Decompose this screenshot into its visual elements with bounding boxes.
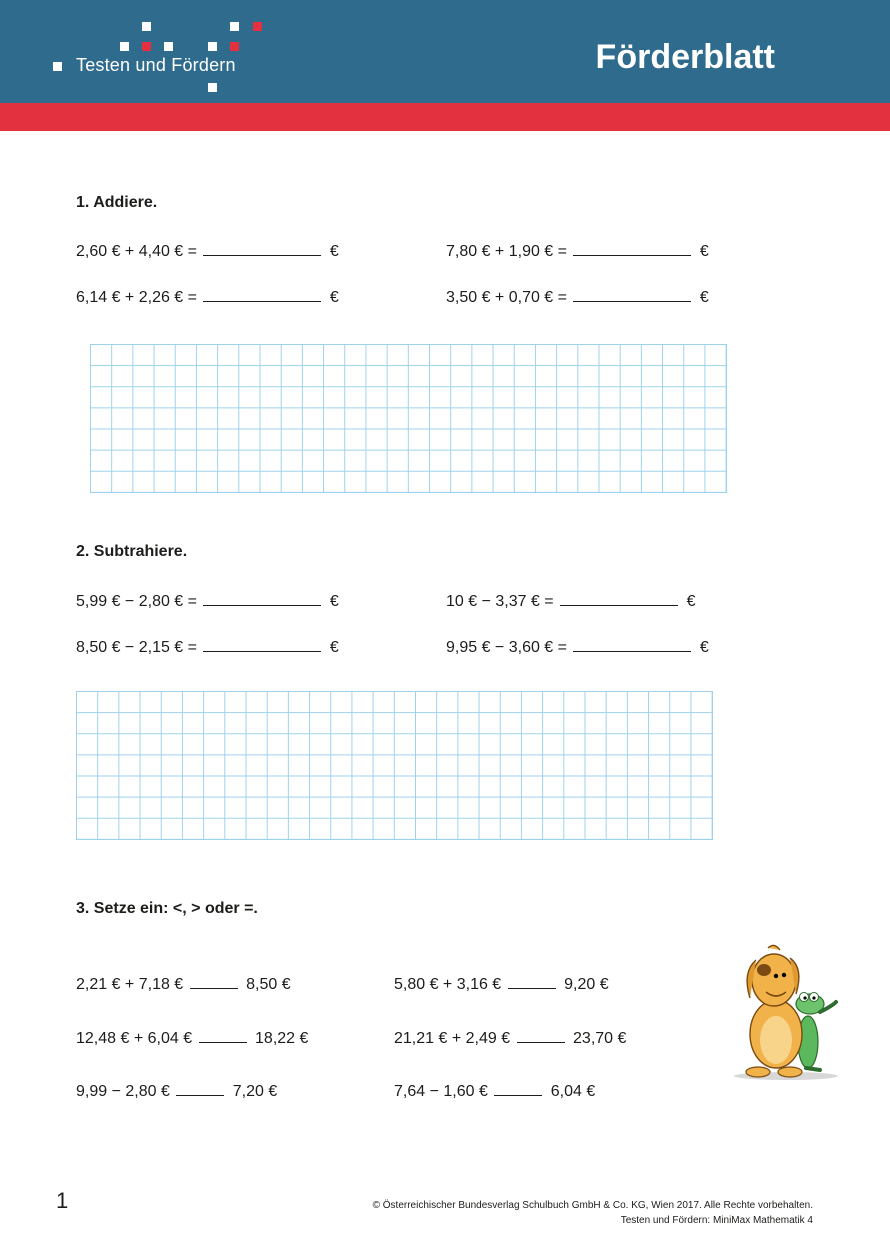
compare-left: 12,48 € + 6,04 € [76,1030,193,1047]
add-task [446,287,709,307]
logo-square [208,42,217,51]
answer-blank[interactable] [176,1081,224,1096]
page-number: 1 [56,1188,69,1213]
task-unit: € [329,243,339,260]
logo-square [253,22,262,31]
task-expression: 9,95 € − 3,60 € = [446,639,567,656]
logo-square [120,42,129,51]
add-task [76,241,339,261]
answer-blank[interactable] [199,1028,247,1043]
task-expression: 5,99 € − 2,80 € = [76,593,197,610]
compare-task [394,1028,626,1048]
compare-right: 8,50 € [246,976,291,993]
answer-blank[interactable] [203,241,321,256]
task-unit: € [329,593,339,610]
topic-label: Rechnen mit Größen [76,211,234,228]
dog-icon [746,945,802,1077]
task-unit: € [686,593,696,610]
task-unit: € [699,243,709,260]
compare-left: 21,21 € + 2,49 € [394,1030,511,1047]
answer-blank[interactable] [190,974,238,989]
answer-blank[interactable] [203,637,321,652]
answer-blank[interactable] [573,287,691,302]
add-task [446,241,709,261]
section-heading-add: 1. Addiere. [76,194,158,211]
answer-blank[interactable] [573,637,691,652]
subtract-task [446,591,695,611]
calculation-grid[interactable] [76,691,713,840]
answer-blank[interactable] [517,1028,565,1043]
header-banner [0,0,890,103]
task-expression: 8,50 € − 2,15 € = [76,639,197,656]
subtopic-label: Kommazahlen [666,211,775,228]
answer-blank[interactable] [203,287,321,302]
compare-task [394,974,609,994]
task-unit: € [329,639,339,656]
logo-square [142,22,151,31]
task-unit: € [699,639,709,656]
subtract-task [76,591,339,611]
logo-square [230,22,239,31]
section-heading-compare: 3. Setze ein: <, > oder =. [76,900,258,917]
task-expression: 7,80 € + 1,90 € = [446,243,567,260]
subtract-task [76,637,339,657]
compare-left: 9,99 − 2,80 € [76,1083,170,1100]
answer-blank[interactable] [494,1081,542,1096]
compare-task [76,974,291,994]
compare-left: 7,64 − 1,60 € [394,1083,488,1100]
answer-blank[interactable] [573,241,691,256]
compare-task [76,1028,308,1048]
dog-and-frog-mascot-icon [728,942,848,1082]
answer-blank[interactable] [203,591,321,606]
logo-text: Testen und Fördern [76,55,236,75]
compare-task [394,1081,595,1101]
task-expression: 3,50 € + 0,70 € = [446,289,567,306]
logo-square [142,42,151,51]
task-unit: € [329,289,339,306]
add-task [76,287,339,307]
compare-task [76,1081,277,1101]
logo-square [53,62,62,71]
logo-square [164,42,173,51]
compare-left: 2,21 € + 7,18 € [76,976,184,993]
logo-square [230,42,239,51]
task-expression: 10 € − 3,37 € = [446,593,554,610]
compare-right: 9,20 € [564,976,609,993]
answer-blank[interactable] [560,591,678,606]
compare-left: 5,80 € + 3,16 € [394,976,502,993]
task-expression: 2,60 € + 4,40 € = [76,243,197,260]
subtract-task [446,637,709,657]
compare-right: 23,70 € [573,1030,627,1047]
task-unit: € [699,289,709,306]
series-title: Testen und Fördern: MiniMax Mathematik 4 [620,1215,813,1226]
answer-blank[interactable] [508,974,556,989]
compare-right: 6,04 € [550,1083,596,1100]
page-title: Förderblatt [595,38,775,76]
logo-square [208,83,217,92]
task-expression: 6,14 € + 2,26 € = [76,289,197,306]
section-heading-subtract: 2. Subtrahiere. [76,543,188,560]
copyright-notice: © Österreichischer Bundesverlag Schulbuch GmbH & Co. KG, Wien 2017. Alle Rechte vorbehalten. [372,1200,813,1211]
compare-right: 7,20 € [232,1083,278,1100]
compare-right: 18,22 € [255,1030,309,1047]
calculation-grid[interactable] [90,344,727,493]
